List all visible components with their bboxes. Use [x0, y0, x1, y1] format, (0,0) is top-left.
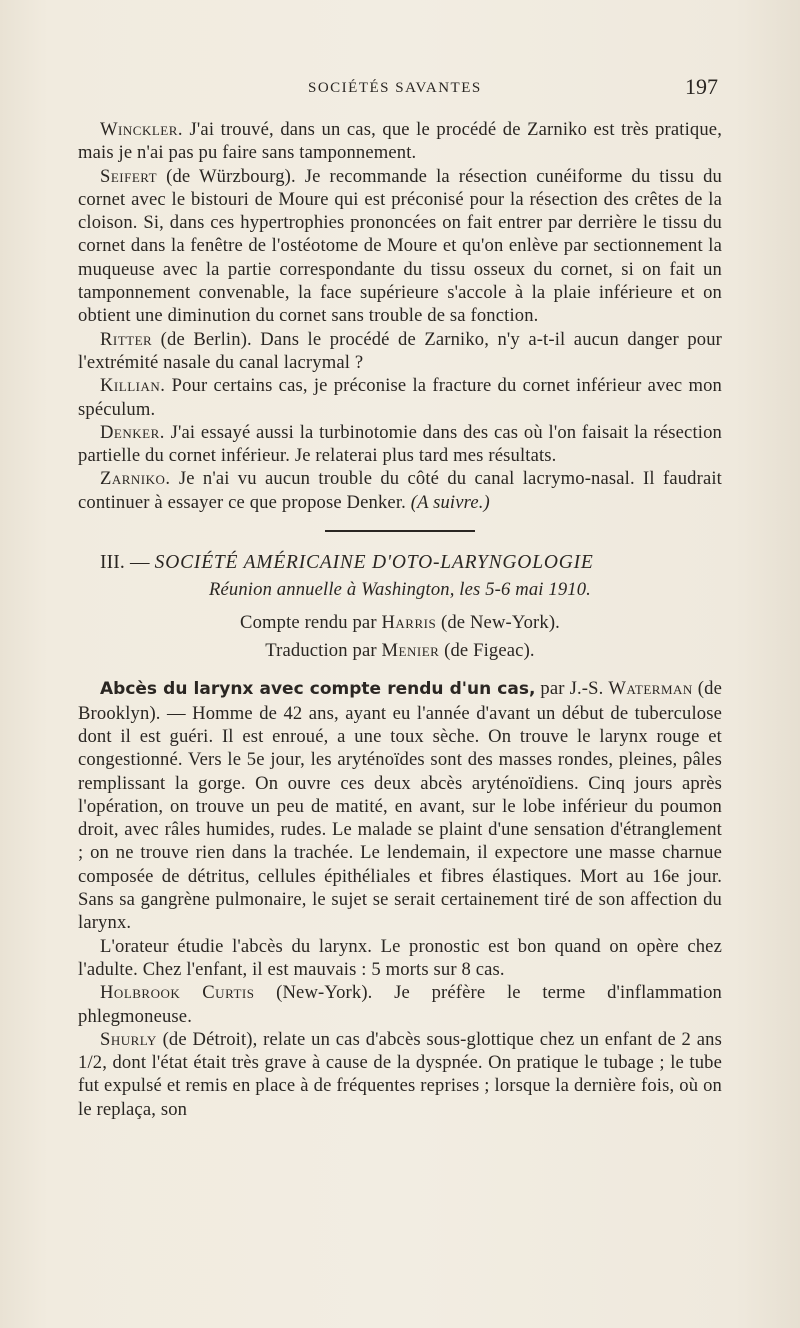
paragraph-case: [78, 677, 722, 934]
report-prefix: Compte rendu par: [240, 612, 382, 634]
paragraph-seifert: [78, 165, 722, 328]
case-text: (de Brooklyn). — Homme de 42 ans, ayant eu l'année d'avant un début de tuberculose dont il est guéri. Il est enroué, a une toux sèche. On trouve le larynx rouge et congestionné. Vers le 5e jour, les aryténoïdes sont des masses rondes, pleines, pâles remplissant la gorge. On ouvre ces deux abcès aryténoïdiens. Cinq jours après l'opération, on trouve un peu de matité, en avant, sur le lobe inférieur du poumon droit, avec râles humides, rudes. Le malade se plaint d'une sensation d'étranglement ; on ne trouve rien dans la trachée. Le lendemain, il expectore une masse charnue composée de détritus, cellules épithéliales et fibres élastiques. Mort au 16e jour. Sans sa gangrène pulmonaire, le sujet se serait certainement tiré de son affection du larynx.: [78, 678, 722, 934]
paragraph-holbrook: [78, 981, 722, 1028]
paragraph-text: (de Berlin). Dans le procédé de Zarniko, n'y a-t-il aucun danger pour l'extrémité nasale du canal lacrymal ?: [78, 328, 722, 373]
speaker-name: Zarniko.: [100, 468, 171, 490]
case-author: Waterman: [608, 678, 693, 700]
running-head: SOCIÉTÉS SAVANTES: [308, 80, 482, 96]
speaker-name: Winckler.: [100, 119, 184, 140]
paragraph-text: J'ai essayé aussi la turbinotomie dans des cas où l'on faisait la résection partielle du cornet inférieur. Je relaterai plus tard mes résultats.: [78, 421, 722, 467]
speaker-name: Killian.: [100, 375, 166, 397]
page-header: [78, 74, 718, 104]
case-title: Abcès du larynx avec compte rendu d'un cas,: [100, 679, 536, 700]
continued-note: (A suivre.): [410, 491, 490, 513]
paragraph-orateur: L'orateur étudie l'abcès du larynx. Le pronostic est bon quand on opère chez l'adulte. Chez l'enfant, il est mauvais : 5 morts sur 8 cas.: [78, 935, 722, 980]
paragraph-text: Pour certains cas, je préconise la fracture du cornet inférieur avec mon spéculum.: [78, 375, 722, 420]
case-by: par J.-S.: [535, 678, 609, 700]
speaker-name: Denker.: [100, 421, 165, 443]
paragraph-ritter: [78, 328, 722, 375]
section-heading: [78, 550, 722, 576]
section-number: III. —: [100, 552, 155, 574]
translation-prefix: Traduction par: [265, 640, 382, 662]
speaker-name: Holbrook Curtis: [100, 982, 255, 1004]
section-divider: [325, 530, 475, 532]
report-credit: [78, 609, 722, 665]
paragraph-shurly: [78, 1028, 722, 1121]
paragraph-denker: [78, 421, 722, 468]
report-suffix: (de New-York).: [436, 612, 560, 634]
reporter-name: Harris: [381, 612, 437, 634]
body-text: [78, 118, 722, 1121]
paragraph-text: (de Détroit), relate un cas d'abcès sous-glottique chez un enfant de 2 ans 1/2, dont l'état était très grave à cause de la dyspnée. On pratique le tubage ; le tube fut expulsé et remis en place à de fréquentes reprises ; lorsque la dernière fois, où on le replaça, son: [78, 1028, 722, 1120]
translation-suffix: (de Figeac).: [439, 640, 535, 662]
paragraph-text: (New-York). Je préfère le terme d'inflammation phlegmoneuse.: [78, 982, 722, 1027]
meeting-info: Réunion annuelle à Washington, les 5-6 mai 1910.: [209, 579, 591, 601]
paragraph-zarniko: [78, 467, 722, 514]
translator-name: Menier: [381, 640, 440, 662]
page-number: 197: [685, 74, 718, 99]
paragraph-text: (de Würzbourg). Je recommande la résection cunéiforme du tissu du cornet avec le bistouri de Moure qui est préconisé pour la résection des crêtes de la cloison. Si, dans ces hypertrophies prononcées on fait entrer par derrière le tissu du cornet dans la fenêtre de l'ostéotome de Moure et qu'on enlève par sectionnement la muqueuse avec la partie correspondante du tissu osseux du cornet, si on fait un tamponnement convenable, la face supérieure s'accole à la plaie inférieure et on obtient une diminution du cornet sans trouble de sa fonction.: [78, 165, 722, 327]
speaker-name: Seifert: [100, 165, 158, 187]
paragraph-winckler: [78, 118, 722, 165]
paragraph-text: Je n'ai vu aucun trouble du côté du canal lacrymo-nasal. Il faudrait continuer à essayer ce que propose Denker.: [78, 468, 722, 513]
section-title: SOCIÉTÉ AMÉRICAINE D'OTO-LARYNGOLOGIE: [154, 552, 594, 574]
paragraph-text: J'ai trouvé, dans un cas, que le procédé de Zarniko est très pratique, mais je n'ai pas pu faire sans tamponnement.: [78, 119, 722, 164]
speaker-name: Shurly: [100, 1028, 157, 1050]
paragraph-killian: [78, 374, 722, 421]
speaker-name: Ritter: [100, 328, 153, 350]
